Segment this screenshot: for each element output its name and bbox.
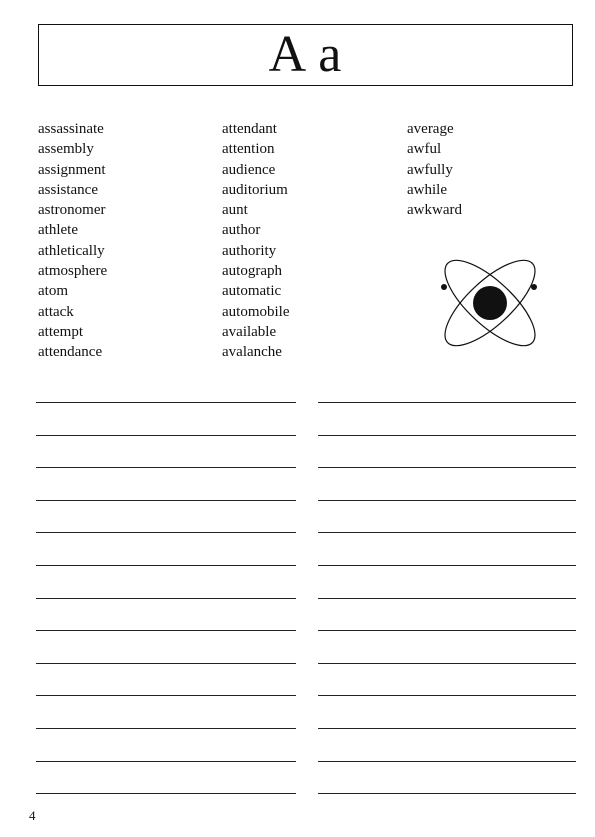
word-item: assistance <box>38 181 98 198</box>
word-item: aunt <box>222 202 248 219</box>
word-item: authority <box>222 242 277 259</box>
writing-line <box>36 761 296 762</box>
word-item: automatic <box>222 283 282 300</box>
writing-line <box>318 630 576 631</box>
word-item: available <box>222 323 277 340</box>
writing-line <box>318 598 576 599</box>
word-item: attendance <box>38 344 103 361</box>
word-item: awkward <box>407 202 462 219</box>
page-title: A a <box>268 26 343 83</box>
writing-line <box>318 467 576 468</box>
writing-line <box>318 728 576 729</box>
word-item: atmosphere <box>38 263 108 280</box>
writing-line <box>36 598 296 599</box>
word-item: autograph <box>222 263 282 280</box>
writing-line <box>318 793 576 794</box>
writing-line <box>318 761 576 762</box>
word-item: assembly <box>38 141 94 158</box>
word-column-1 <box>38 119 107 363</box>
word-item: attack <box>38 303 74 320</box>
word-item: automobile <box>222 303 290 320</box>
word-item: author <box>222 222 261 239</box>
word-column-2 <box>222 119 290 363</box>
writing-line <box>36 728 296 729</box>
title-box <box>38 24 573 86</box>
word-item: awful <box>407 141 442 158</box>
writing-line <box>318 402 576 403</box>
writing-line <box>36 630 296 631</box>
word-item: athletically <box>38 242 105 259</box>
word-item: awhile <box>407 181 447 198</box>
word-item: avalanche <box>222 344 282 361</box>
word-item: assignment <box>38 161 106 178</box>
writing-line <box>36 500 296 501</box>
writing-line <box>36 793 296 794</box>
writing-line <box>36 565 296 566</box>
writing-line <box>36 435 296 436</box>
writing-line <box>318 565 576 566</box>
writing-line <box>318 435 576 436</box>
writing-line <box>318 663 576 664</box>
word-item: auditorium <box>222 181 288 198</box>
word-item: attention <box>222 141 275 158</box>
word-item: audience <box>222 161 276 178</box>
writing-line <box>318 500 576 501</box>
atom-electron-left <box>441 284 447 290</box>
page-number: 4 <box>29 808 36 823</box>
word-column-3 <box>407 119 462 220</box>
word-item: assassinate <box>38 121 104 137</box>
writing-line <box>36 532 296 533</box>
writing-line <box>318 695 576 696</box>
atom-icon <box>434 249 546 357</box>
word-item: astronomer <box>38 202 106 219</box>
word-item: average <box>407 121 454 137</box>
writing-line <box>36 663 296 664</box>
word-item: attempt <box>38 323 83 340</box>
atom-electron-right <box>531 284 537 290</box>
writing-line <box>36 402 296 403</box>
atom-nucleus <box>473 286 507 320</box>
writing-line <box>36 695 296 696</box>
writing-line <box>36 467 296 468</box>
writing-line <box>318 532 576 533</box>
word-item: athlete <box>38 222 78 239</box>
word-item: atom <box>38 283 68 300</box>
word-item: attendant <box>222 121 277 137</box>
word-item: awfully <box>407 161 453 178</box>
